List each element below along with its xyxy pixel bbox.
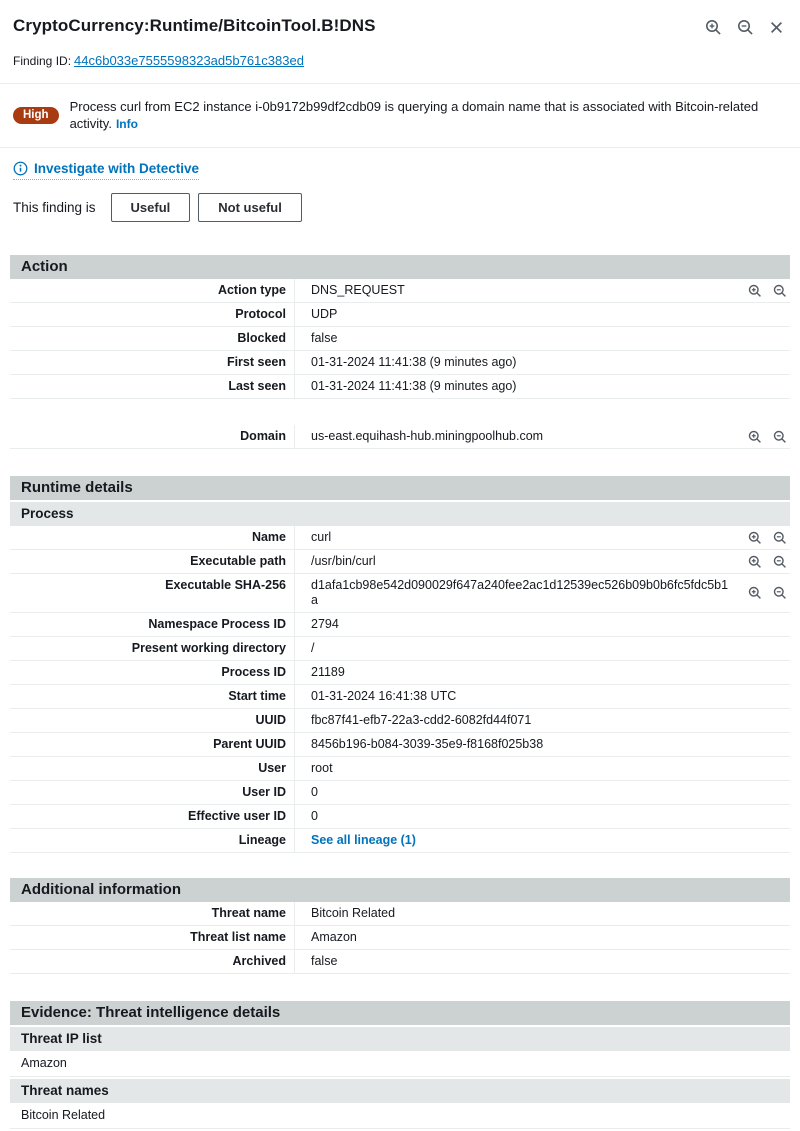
section-header-evidence: Evidence: Threat intelligence details [10, 1001, 790, 1025]
row-value: us-east.equihash-hub.miningpoolhub.com [294, 425, 738, 448]
feedback-label: This finding is [13, 200, 96, 215]
finding-id-link[interactable]: 44c6b033e7555598323ad5b761c383ed [74, 53, 304, 68]
zoom-in-icon[interactable] [748, 555, 762, 569]
info-circle-icon [13, 161, 28, 176]
action-section [10, 255, 790, 449]
row-filter-icons [738, 574, 790, 612]
row-value: 01-31-2024 11:41:38 (9 minutes ago) [294, 351, 790, 374]
zoom-out-icon[interactable] [773, 284, 787, 298]
subsection-header-threat-ip-list: Threat IP list [10, 1027, 790, 1051]
table-row [10, 661, 790, 685]
finding-description [70, 98, 787, 133]
row-label: Threat list name [190, 930, 286, 944]
row-label: Process ID [221, 665, 286, 679]
table-row [10, 685, 790, 709]
zoom-in-icon[interactable] [748, 586, 762, 600]
row-value: 01-31-2024 11:41:38 (9 minutes ago) [294, 375, 790, 398]
row-label: Action type [217, 283, 286, 297]
see-all-lineage-link[interactable]: See all lineage (1) [311, 833, 416, 847]
row-value: 0 [294, 805, 790, 828]
zoom-out-icon[interactable] [773, 430, 787, 444]
row-value: / [294, 637, 790, 660]
zoom-in-icon[interactable] [748, 430, 762, 444]
row-value: false [294, 950, 790, 973]
row-label: User [258, 761, 286, 775]
panel-header [0, 0, 800, 83]
row-value: d1afa1cb98e542d090029f647a240fee2ac1d12539ec526b09b0b6fc5fdc5b1a [294, 574, 738, 612]
row-label: Protocol [235, 307, 286, 321]
row-label: Archived [232, 954, 286, 968]
subsection-header-threat-names: Threat names [10, 1079, 790, 1103]
table-row [10, 279, 790, 303]
row-value: 21189 [294, 661, 790, 684]
table-row [10, 375, 790, 399]
row-spacer [10, 399, 790, 425]
zoom-out-icon[interactable] [773, 531, 787, 545]
row-value [294, 829, 790, 852]
table-row [10, 303, 790, 327]
row-value: UDP [294, 303, 790, 326]
zoom-out-icon[interactable] [773, 555, 787, 569]
row-value: false [294, 327, 790, 350]
table-row [10, 574, 790, 613]
row-label: Lineage [238, 833, 286, 847]
threat-names-value: Bitcoin Related [10, 1103, 790, 1129]
finding-id-label: Finding ID: [13, 54, 72, 68]
row-label: Effective user ID [188, 809, 286, 823]
row-value: 0 [294, 781, 790, 804]
row-label: Threat name [211, 906, 286, 920]
row-value: Bitcoin Related [294, 902, 790, 925]
row-label: First seen [226, 355, 286, 369]
page-title: CryptoCurrency:Runtime/BitcoinTool.B!DNS [13, 16, 376, 35]
table-row [10, 757, 790, 781]
row-label: Last seen [228, 379, 286, 393]
table-row [10, 950, 790, 974]
table-row-lineage [10, 829, 790, 853]
row-filter-icons [738, 526, 790, 549]
table-row [10, 613, 790, 637]
row-value: /usr/bin/curl [294, 550, 738, 573]
section-header-runtime-details: Runtime details [10, 476, 790, 500]
row-value: curl [294, 526, 738, 549]
row-label: Start time [228, 689, 286, 703]
row-label: Namespace Process ID [148, 617, 286, 631]
investigate-with-detective-link[interactable] [13, 161, 199, 180]
info-link[interactable]: Info [115, 117, 138, 131]
row-value: fbc87f41-efb7-22a3-cdd2-6082fd44f071 [294, 709, 790, 732]
zoom-out-icon[interactable] [773, 586, 787, 600]
row-label: Executable path [190, 554, 286, 568]
row-value: Amazon [294, 926, 790, 949]
row-value: 2794 [294, 613, 790, 636]
table-row [10, 526, 790, 550]
runtime-details-section [10, 476, 790, 853]
finding-id-row [13, 53, 784, 83]
table-row [10, 805, 790, 829]
table-row [10, 781, 790, 805]
subsection-header-process: Process [10, 502, 790, 526]
feedback-row [13, 193, 787, 222]
row-label: Present working directory [131, 641, 286, 655]
finding-summary-bar [0, 83, 800, 148]
section-header-action: Action [10, 255, 790, 279]
table-row [10, 926, 790, 950]
table-row [10, 637, 790, 661]
evidence-section [10, 1001, 790, 1129]
row-label: Domain [240, 429, 286, 443]
zoom-in-icon[interactable] [748, 284, 762, 298]
row-filter-icons [738, 550, 790, 573]
row-value: root [294, 757, 790, 780]
table-row [10, 327, 790, 351]
threat-ip-list-value: Amazon [10, 1051, 790, 1077]
zoom-in-icon[interactable] [705, 19, 722, 36]
investigate-link-label: Investigate with Detective [34, 161, 200, 176]
useful-button[interactable]: Useful [111, 193, 191, 222]
row-label: UUID [255, 713, 286, 727]
row-value: DNS_REQUEST [294, 279, 738, 302]
row-label: Parent UUID [213, 737, 286, 751]
row-label: Name [251, 530, 286, 544]
close-icon[interactable] [769, 20, 784, 35]
row-label: Blocked [237, 331, 286, 345]
header-toolbar [705, 19, 784, 36]
row-value: 8456b196-b084-3039-35e9-f8168f025b38 [294, 733, 790, 756]
section-header-additional-information: Additional information [10, 878, 790, 902]
table-row [10, 351, 790, 375]
zoom-in-icon[interactable] [748, 531, 762, 545]
table-row [10, 709, 790, 733]
table-row [10, 550, 790, 574]
zoom-out-icon[interactable] [737, 19, 754, 36]
row-filter-icons [738, 279, 790, 302]
row-label: Executable SHA-256 [165, 578, 286, 592]
row-label: User ID [242, 785, 286, 799]
not-useful-button[interactable]: Not useful [198, 193, 302, 222]
table-row-domain [10, 425, 790, 449]
row-filter-icons [738, 425, 790, 448]
table-row [10, 733, 790, 757]
table-row [10, 902, 790, 926]
row-value: 01-31-2024 16:41:38 UTC [294, 685, 790, 708]
finding-description-text: Process curl from EC2 instance i-0b9172b99df2cdb09 is querying a domain name that is associated with Bitcoin-related activity. [69, 99, 759, 131]
additional-information-section [10, 878, 790, 974]
severity-badge: High [13, 107, 59, 124]
